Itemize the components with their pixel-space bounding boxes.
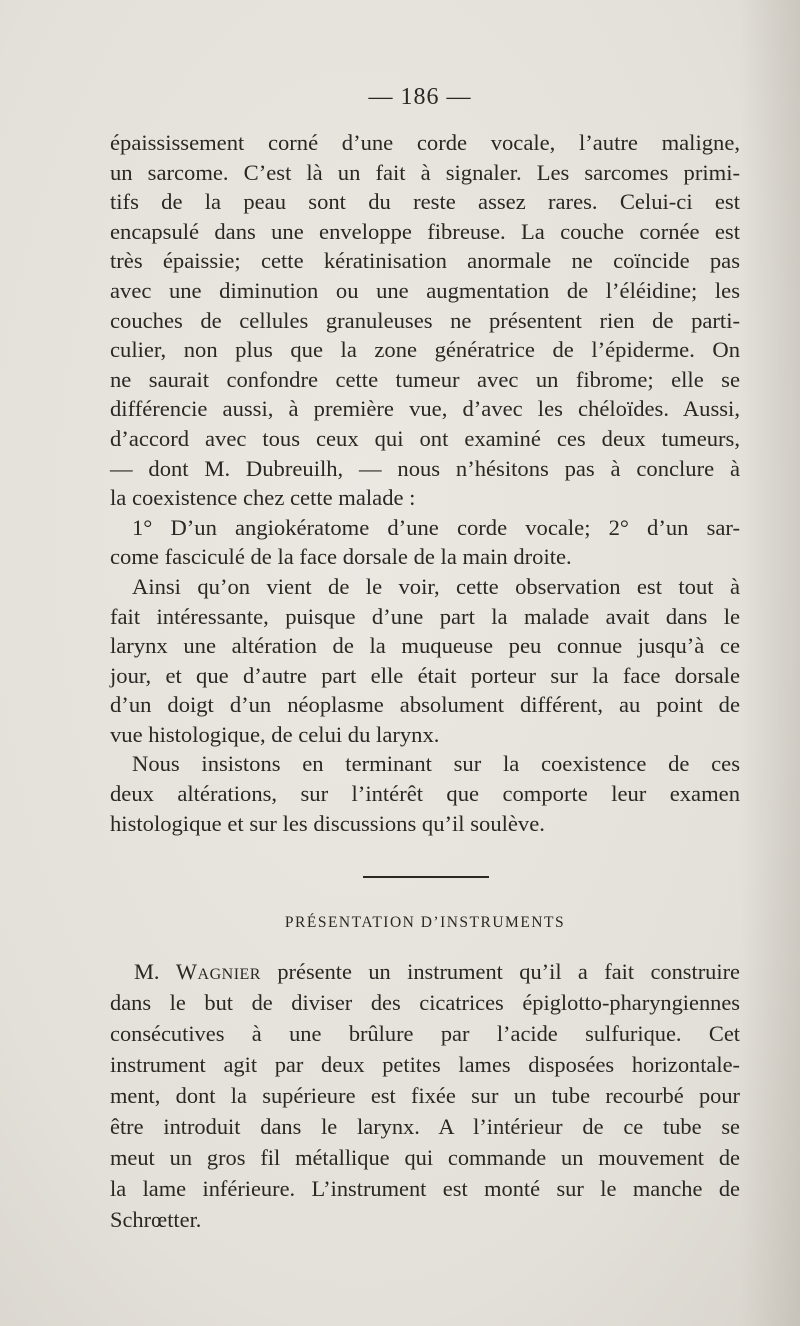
text-line: deux altérations, sur l’intérêt que comporte leur examen bbox=[110, 781, 740, 807]
text-line: d’accord avec tous ceux qui ont examiné ces deux tumeurs, bbox=[110, 425, 740, 451]
text-line: dans le but de diviser des cicatrices épiglotto-pharyngiennes bbox=[110, 990, 740, 1015]
text-line: consécutives à une brûlure par l’acide sulfurique. Cet bbox=[110, 1021, 740, 1046]
text-line: être introduit dans le larynx. A l’intérieur de ce tube se bbox=[110, 1114, 740, 1139]
page-number: — 186 — bbox=[368, 84, 472, 110]
section-heading: PRÉSENTATION D’INSTRUMENTS bbox=[284, 914, 566, 931]
text-line: très épaissie; cette kératinisation anormale ne coïncide pas bbox=[110, 248, 740, 274]
text-line: la lame inférieure. L’instrument est monté sur le manche de bbox=[110, 1176, 740, 1201]
text-line: instrument agit par deux petites lames disposées horizontale- bbox=[110, 1052, 740, 1077]
text-line: différencie aussi, à première vue, d’avec les chéloïdes. Aussi, bbox=[110, 396, 740, 422]
first-line-rest: présente un instrument qu’il a fait construire bbox=[260, 959, 740, 984]
text-line: un sarcome. C’est là un fait à signaler. Les sarcomes primi- bbox=[110, 159, 740, 185]
text-line: d’un doigt d’un néoplasme absolument différent, au point de bbox=[110, 692, 740, 718]
text-line: — dont M. Dubreuilh, — nous n’hésitons pas à conclure à bbox=[110, 455, 740, 481]
text-line: culier, non plus que la zone génératrice de l’épiderme. On bbox=[110, 337, 740, 363]
text-line: tifs de la peau sont du reste assez rares. Celui-ci est bbox=[110, 189, 740, 215]
text-line: vue histologique, de celui du larynx. bbox=[110, 721, 440, 747]
text-line: Schrœtter. bbox=[110, 1207, 202, 1232]
text-line: fait intéressante, puisque d’une part la malade avait dans le bbox=[110, 603, 740, 629]
body-text-top bbox=[110, 128, 740, 838]
text-line-first bbox=[110, 956, 740, 987]
text-line: jour, et que d’autre part elle était porteur sur la face dorsale bbox=[110, 662, 740, 688]
text-line: 1° D’un angiokératome d’une corde vocale; 2° d’un sar- bbox=[132, 514, 740, 540]
text-line: ne saurait confondre cette tumeur avec un fibrome; elle se bbox=[110, 366, 740, 392]
speaker-prefix: M. bbox=[134, 959, 176, 984]
page-edge-shadow bbox=[740, 0, 800, 1326]
text-line: couches de cellules granuleuses ne présentent rien de parti- bbox=[110, 307, 740, 333]
text-line: histologique et sur les discussions qu’il soulève. bbox=[110, 810, 545, 836]
speaker-name: Wagnier bbox=[175, 959, 261, 984]
text-line: avec une diminution ou une augmentation de l’éléidine; les bbox=[110, 277, 740, 303]
text-line: Nous insistons en terminant sur la coexistence de ces bbox=[132, 751, 740, 777]
text-line: Ainsi qu’on vient de le voir, cette observation est tout à bbox=[132, 573, 740, 599]
text-line: encapsulé dans une enveloppe fibreuse. La couche cornée est bbox=[110, 218, 740, 244]
text-line: ment, dont la supérieure est fixée sur un tube recourbé pour bbox=[110, 1083, 740, 1108]
section-divider bbox=[363, 876, 489, 878]
body-text-bottom bbox=[110, 956, 740, 1235]
text-line: meut un gros fil métallique qui commande un mouvement de bbox=[110, 1145, 740, 1170]
text-line: larynx une altération de la muqueuse peu connue jusqu’à ce bbox=[110, 633, 740, 659]
text-line: la coexistence chez cette malade : bbox=[110, 485, 416, 511]
text-line: come fasciculé de la face dorsale de la main droite. bbox=[110, 544, 572, 570]
text-line: épaississement corné d’une corde vocale, l’autre maligne, bbox=[110, 130, 740, 155]
